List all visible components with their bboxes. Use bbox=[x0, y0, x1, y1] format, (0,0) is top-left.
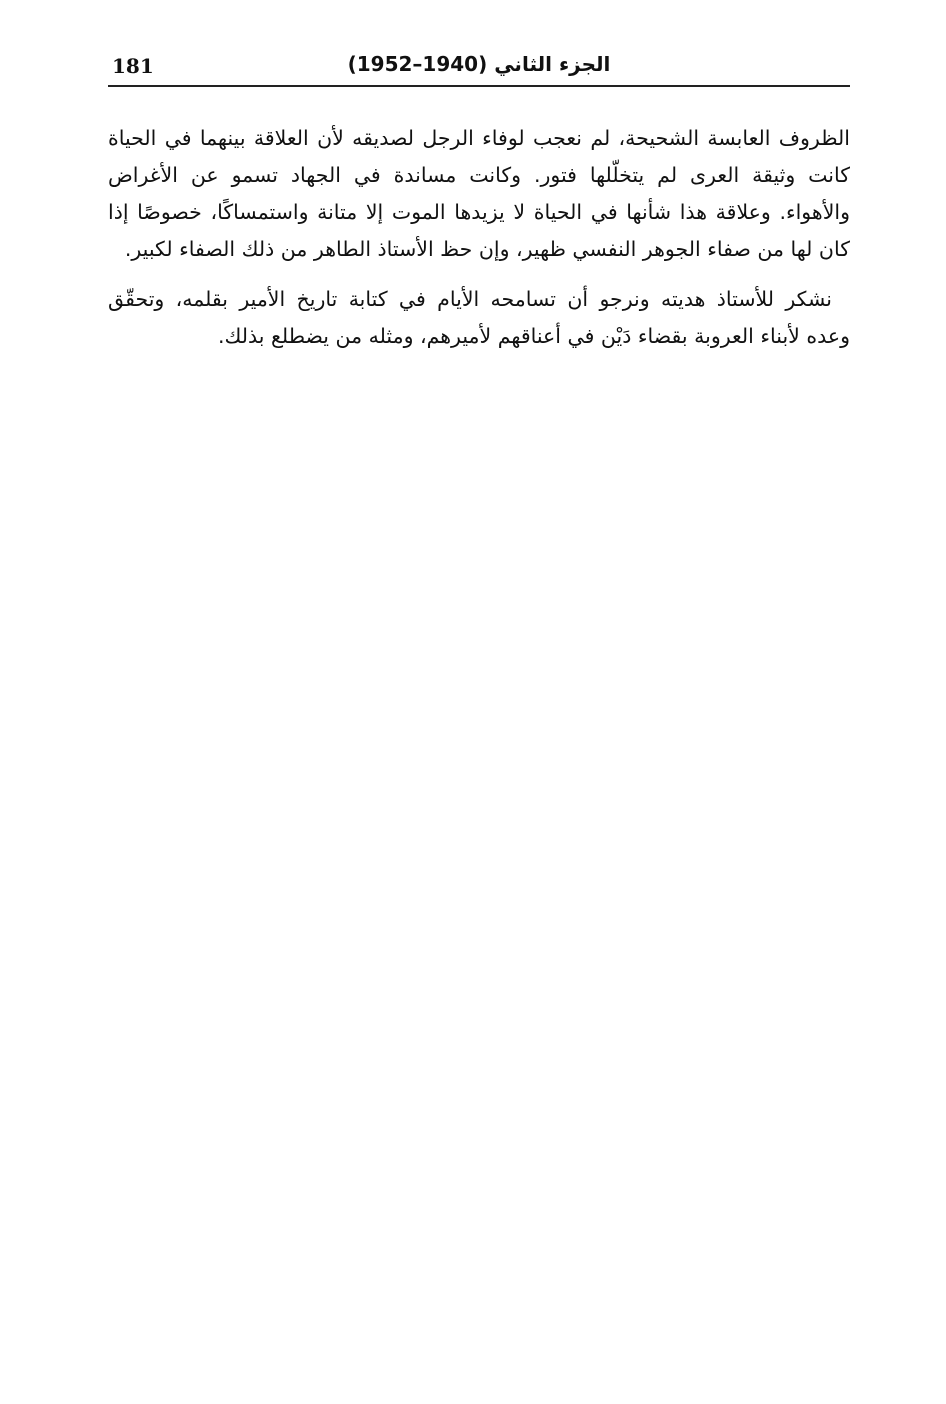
text-line: الظروف العابسة الشحيحة، لم نعجب لوفاء الرجل لصديقه لأن العلاقة بينهما في الحياة bbox=[108, 126, 850, 150]
text-line: كان لها من صفاء الجوهر النفسي ظهير، وإن حظ الأستاذ الطاهر من ذلك الصفاء لكبير. bbox=[124, 237, 850, 261]
body-text bbox=[108, 120, 850, 355]
text-line: وعده لأبناء العروبة بقضاء دَيْن في أعناقهم لأميرهم، ومثله من يضطلع بذلك. bbox=[217, 324, 850, 348]
paragraph-2 bbox=[108, 281, 850, 355]
running-title: الجزء الثاني (1940–1952) bbox=[347, 52, 611, 76]
page-number: 181 bbox=[112, 54, 154, 78]
text-line: والأهواء. وعلاقة هذا شأنها في الحياة لا يزيدها الموت إلا متانة واستمساكًا، خصوصًا إذا bbox=[108, 200, 850, 224]
text-line: نشكر للأستاذ هديته ونرجو أن تسامحه الأيام في كتابة تاريخ الأمير بقلمه، وتحقّق bbox=[108, 287, 832, 311]
paragraph-1 bbox=[108, 120, 850, 268]
text-line: كانت وثيقة العرى لم يتخلّلها فتور. وكانت مساندة في الجهاد تسمو عن الأغراض bbox=[108, 163, 850, 187]
header-rule bbox=[108, 85, 850, 87]
page-header bbox=[108, 48, 850, 88]
